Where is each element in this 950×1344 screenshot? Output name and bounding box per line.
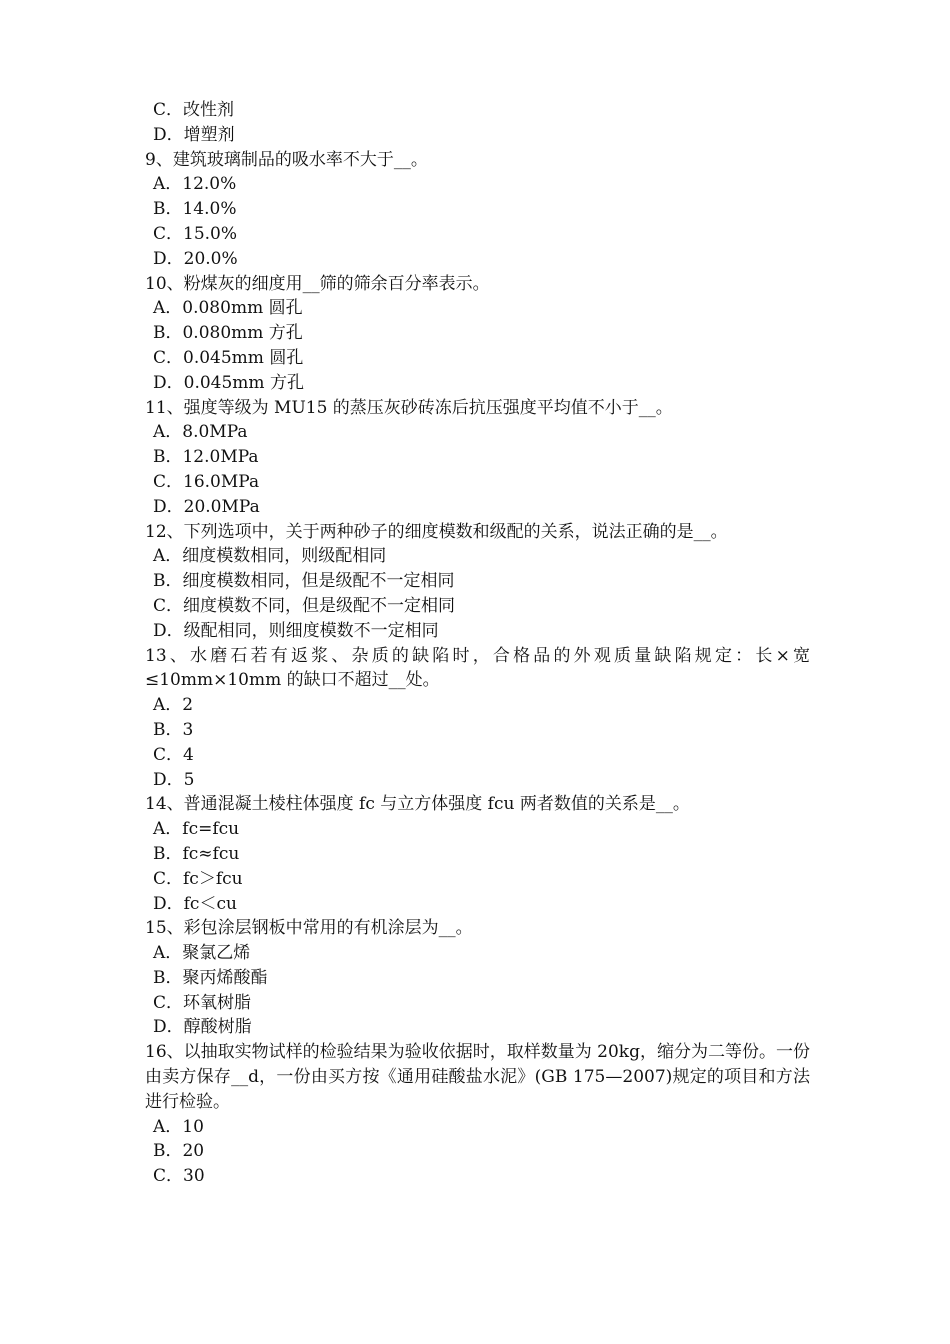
question-text: 13、水磨石若有返浆、杂质的缺陷时，合格品的外观质量缺陷规定：长×宽≤10mm×10mm 的缺口不超过__处。 [145, 645, 810, 691]
option-item: A．8.0MPa [153, 422, 248, 443]
question-text: 15、彩包涂层钢板中常用的有机涂层为__。 [145, 918, 473, 939]
option-item: C．15.0% [153, 223, 238, 244]
option-item: B．12.0MPa [153, 447, 259, 468]
option-item: C．30 [153, 1166, 205, 1187]
question-list [145, 98, 810, 1189]
option-item: C．改性剂 [153, 100, 235, 120]
option-item: B．细度模数相同，但是级配不一定相同 [153, 571, 455, 592]
option-item: D．醇酸树脂 [153, 1017, 252, 1038]
option-item: C．4 [153, 744, 194, 765]
option-item: D．级配相同，则细度模数不一定相同 [153, 620, 439, 641]
option-item: A．12.0% [153, 174, 237, 195]
option-item: B．fc≈fcu [153, 843, 240, 864]
option-item: B．14.0% [153, 199, 237, 220]
option-item: C．16.0MPa [153, 471, 260, 492]
option-item: D．20.0MPa [153, 496, 260, 517]
question-text: 10、粉煤灰的细度用__筛的筛余百分率表示。 [145, 273, 490, 294]
option-item: A．fc=fcu [153, 819, 240, 840]
option-item: D．0.045mm 方孔 [153, 372, 304, 393]
option-item: C．环氧树脂 [153, 992, 252, 1013]
option-item: A．10 [153, 1116, 204, 1137]
option-item: D．20.0% [153, 248, 238, 269]
option-item: C．fc＞fcu [153, 868, 243, 889]
option-item: D．5 [153, 769, 195, 790]
option-item: A．细度模数相同，则级配相同 [153, 546, 387, 567]
option-item: B．聚丙烯酸酯 [153, 967, 268, 988]
option-item: B．20 [153, 1141, 205, 1162]
option-item: A．2 [153, 695, 194, 716]
option-item: D．fc＜cu [153, 893, 237, 914]
option-item: A．0.080mm 圆孔 [153, 298, 303, 319]
question-text: 14、普通混凝土棱柱体强度 fc 与立方体强度 fcu 两者数值的关系是__。 [145, 794, 690, 815]
option-item: A．聚氯乙烯 [153, 943, 251, 964]
question-text: 12、下列选项中，关于两种砂子的细度模数和级配的关系，说法正确的是__。 [145, 521, 728, 542]
question-text: 16、以抽取实物试样的检验结果为验收依据时，取样数量为 20kg，缩分为二等份。一份由卖方保存__d，一份由买方按《通用硅酸盐水泥》(GB 175—2007)规定的项目和方法进行检验。 [145, 1042, 810, 1112]
option-item: B．0.080mm 方孔 [153, 323, 303, 344]
question-text: 11、强度等级为 MU15 的蒸压灰砂砖冻后抗压强度平均值不小于__。 [145, 397, 673, 418]
option-item: D．增塑剂 [153, 124, 235, 145]
question-text: 9、建筑玻璃制品的吸水率不大于__。 [145, 149, 428, 170]
option-item: C．细度模数不同，但是级配不一定相同 [153, 595, 456, 616]
option-item: C．0.045mm 圆孔 [153, 347, 304, 368]
option-item: B．3 [153, 719, 194, 740]
